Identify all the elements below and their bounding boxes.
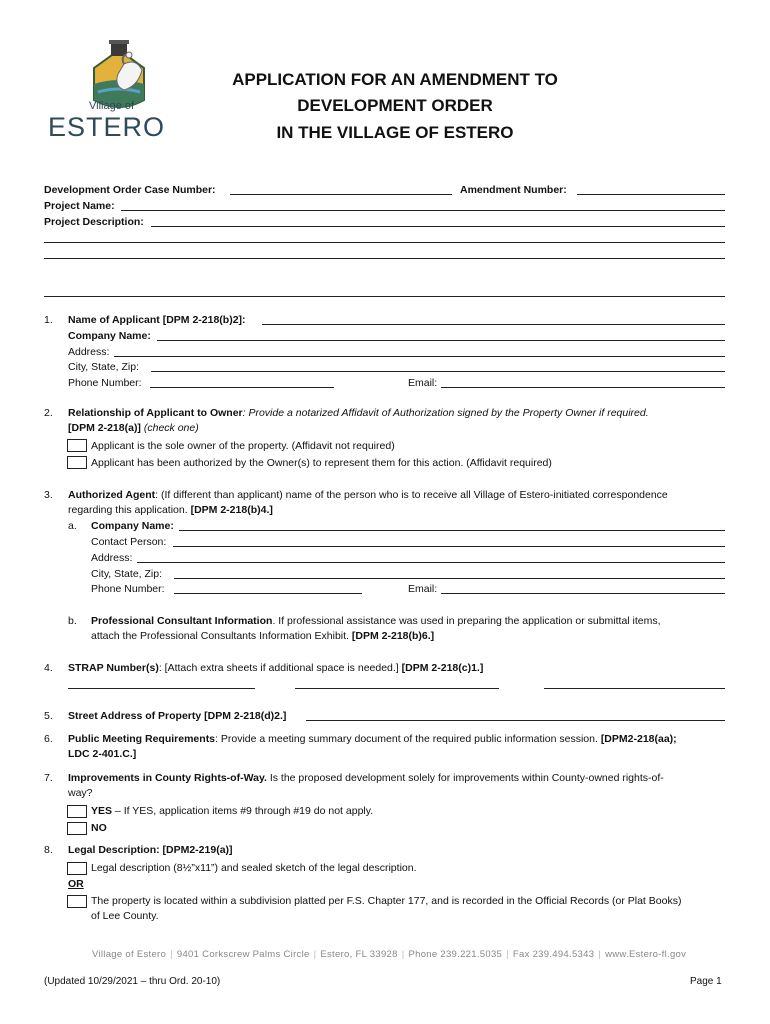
agent-company-field[interactable] <box>179 530 725 531</box>
s8-option-2a: The property is located within a subdivision platted per F.S. Chapter 177, and is recorded in the Official Records (or Plat Books) <box>91 895 682 907</box>
s3-label: Authorized Agent <box>68 489 156 501</box>
applicant-email-field[interactable] <box>441 387 725 388</box>
s2-line-1 <box>68 406 649 420</box>
logo-village-of: Village of <box>89 100 135 112</box>
s3-text-1: : (If different than applicant) name of the person who is to receive all Village of Estero-initiated correspondence <box>155 489 668 501</box>
applicant-city-field[interactable] <box>151 371 725 372</box>
s6-line-1 <box>68 732 677 746</box>
s3-ref: [DPM 2-218(b)4.] <box>190 504 273 516</box>
s1-label: Name of Applicant [DPM 2-218(b)2]: <box>68 314 246 326</box>
footer-contact-bar: Village of Estero | 9401 Corkscrew Palms Circle | Estero, FL 33928 | Phone 239.221.5035 | Fax 239.494.5343 | www.Estero-fl.gov <box>92 949 687 960</box>
project-description-label: Project Description: <box>44 216 144 228</box>
doc-title-line-2: DEVELOPMENT ORDER <box>297 96 493 115</box>
s4-line <box>68 661 483 675</box>
project-name-label: Project Name: <box>44 200 115 212</box>
consultant-ref: [DPM 2-218(b)6.] <box>351 630 435 642</box>
s3-line-2 <box>68 503 273 517</box>
s2-label: Relationship of Applicant to Owner <box>68 407 243 419</box>
s8-or: OR <box>68 878 84 890</box>
page-number: Page 1 <box>690 976 722 987</box>
s6-ref-2: LDC 2-401.C.] <box>68 748 137 760</box>
sole-owner-checkbox[interactable] <box>67 439 87 452</box>
s4-number: 4. <box>44 662 53 674</box>
s7-number: 7. <box>44 772 53 784</box>
row-no-checkbox[interactable] <box>67 822 87 835</box>
s8-option-2b: of Lee County. <box>91 910 159 922</box>
applicant-phone-field[interactable] <box>150 387 334 388</box>
s2-ref: [DPM 2-218(a)] <box>68 422 141 434</box>
s1-company-label: Company Name: <box>68 330 151 342</box>
s3-line-1 <box>68 488 668 502</box>
project-name-field[interactable] <box>121 210 725 211</box>
s2-option-1: Applicant is the sole owner of the property. (Affidavit not required) <box>91 440 395 452</box>
amendment-number-label: Amendment Number: <box>460 184 567 196</box>
s2-instruction: : Provide a notarized Affidavit of Authorization signed by the Property Owner if required. <box>242 407 649 419</box>
s6-text: : Provide a meeting summary document of the required public information session. <box>215 733 598 745</box>
footer-fax: Fax 239.494.5343 <box>512 949 595 960</box>
s7-line-1 <box>68 771 664 785</box>
legal-description-checkbox[interactable] <box>67 862 87 875</box>
applicant-company-field[interactable] <box>157 340 725 341</box>
applicant-address-field[interactable] <box>114 356 725 357</box>
s3-contact-label: Contact Person: <box>91 536 167 548</box>
s7-yes-text: – If YES, application items #9 through #19 do not apply. <box>112 805 374 817</box>
s3-phone-label: Phone Number: <box>91 583 165 595</box>
agent-contact-field[interactable] <box>173 546 725 547</box>
s1-city-label: City, State, Zip: <box>68 361 139 373</box>
s7-yes-label: YES <box>91 805 113 817</box>
s8-label: Legal Description: [DPM2-219(a)] <box>68 844 233 856</box>
footer-org: Village of Estero <box>92 949 167 960</box>
subdivision-checkbox[interactable] <box>67 895 87 908</box>
s1-phone-label: Phone Number: <box>68 377 142 389</box>
s3-text-2: regarding this application. <box>68 504 188 516</box>
doc-title-line-1: APPLICATION FOR AN AMENDMENT TO <box>232 70 558 89</box>
authorized-checkbox[interactable] <box>67 456 87 469</box>
applicant-name-field[interactable] <box>262 324 725 325</box>
row-yes-checkbox[interactable] <box>67 805 87 818</box>
s2-line-2 <box>68 421 199 435</box>
s1-address-label: Address: <box>68 346 110 358</box>
project-description-line-2[interactable] <box>44 242 725 243</box>
footer-web[interactable]: www.Estero-fl.gov <box>605 949 687 960</box>
s5-number: 5. <box>44 710 53 722</box>
s7-text-1: Is the proposed development solely for improvements within County-owned rights-of- <box>266 772 664 784</box>
s4-ref: [DPM 2-218(c)1.] <box>401 662 484 674</box>
s1-email-label: Email: <box>408 377 438 389</box>
s3-number: 3. <box>44 489 53 501</box>
agent-city-field[interactable] <box>174 578 725 579</box>
s4-label: STRAP Number(s) <box>68 662 159 674</box>
project-description-field[interactable] <box>151 226 725 227</box>
agent-email-field[interactable] <box>441 593 725 594</box>
strap-number-field-1[interactable] <box>68 688 255 689</box>
consultant-text-1: . If professional assistance was used in preparing the application or submittal items, <box>272 615 661 627</box>
street-address-field[interactable] <box>306 720 725 721</box>
s6-number: 6. <box>44 733 53 745</box>
s5-label: Street Address of Property [DPM 2-218(d)2.] <box>68 710 287 722</box>
s3-company-label: Company Name: <box>91 520 174 532</box>
project-description-line-3[interactable] <box>44 258 725 259</box>
case-number-label: Development Order Case Number: <box>44 184 216 196</box>
s1-number: 1. <box>44 314 53 326</box>
s3-consultant-line-1 <box>91 614 661 628</box>
s3-city-label: City, State, Zip: <box>91 568 162 580</box>
s4-text: : [Attach extra sheets if additional space is needed.] <box>158 662 399 674</box>
s3-a-marker: a. <box>68 520 77 532</box>
s2-option-2: Applicant has been authorized by the Owner(s) to represent them for this action. (Affidavit required) <box>91 457 552 469</box>
s7-no-label: NO <box>91 822 107 834</box>
strap-number-field-2[interactable] <box>295 688 499 689</box>
header-divider <box>44 296 725 297</box>
footer-address: 9401 Corkscrew Palms Circle <box>176 949 310 960</box>
s3-address-label: Address: <box>91 552 133 564</box>
s2-check-one: (check one) <box>143 422 199 434</box>
agent-address-field[interactable] <box>137 562 725 563</box>
s7-yes-line <box>91 804 373 818</box>
s3-email-label: Email: <box>408 583 438 595</box>
s3-b-marker: b. <box>68 615 77 627</box>
s8-number: 8. <box>44 844 53 856</box>
footer-city: Estero, FL 33928 <box>320 949 398 960</box>
consultant-label: Professional Consultant Information <box>91 615 273 627</box>
consultant-text-2: attach the Professional Consultants Information Exhibit. <box>91 630 349 642</box>
s6-label: Public Meeting Requirements <box>68 733 216 745</box>
strap-number-field-3[interactable] <box>544 688 725 689</box>
footer-phone: Phone 239.221.5035 <box>408 949 503 960</box>
logo-estero: ESTERO <box>48 112 166 142</box>
case-number-field[interactable] <box>230 194 452 195</box>
s8-option-1: Legal description (8½”x11”) and sealed sketch of the legal description. <box>91 862 417 874</box>
village-logo <box>44 40 174 150</box>
s3-consultant-line-2 <box>91 629 434 643</box>
s7-label: Improvements in County Rights-of-Way. <box>68 772 267 784</box>
amendment-number-field[interactable] <box>577 194 725 195</box>
footer-updated: (Updated 10/29/2021 – thru Ord. 20-10) <box>44 976 221 987</box>
agent-phone-field[interactable] <box>174 593 362 594</box>
s7-text-2: way? <box>68 787 93 799</box>
s2-number: 2. <box>44 407 53 419</box>
s6-ref-1: [DPM2-218(aa); <box>600 733 677 745</box>
doc-title-line-3: IN THE VILLAGE OF ESTERO <box>276 123 514 142</box>
